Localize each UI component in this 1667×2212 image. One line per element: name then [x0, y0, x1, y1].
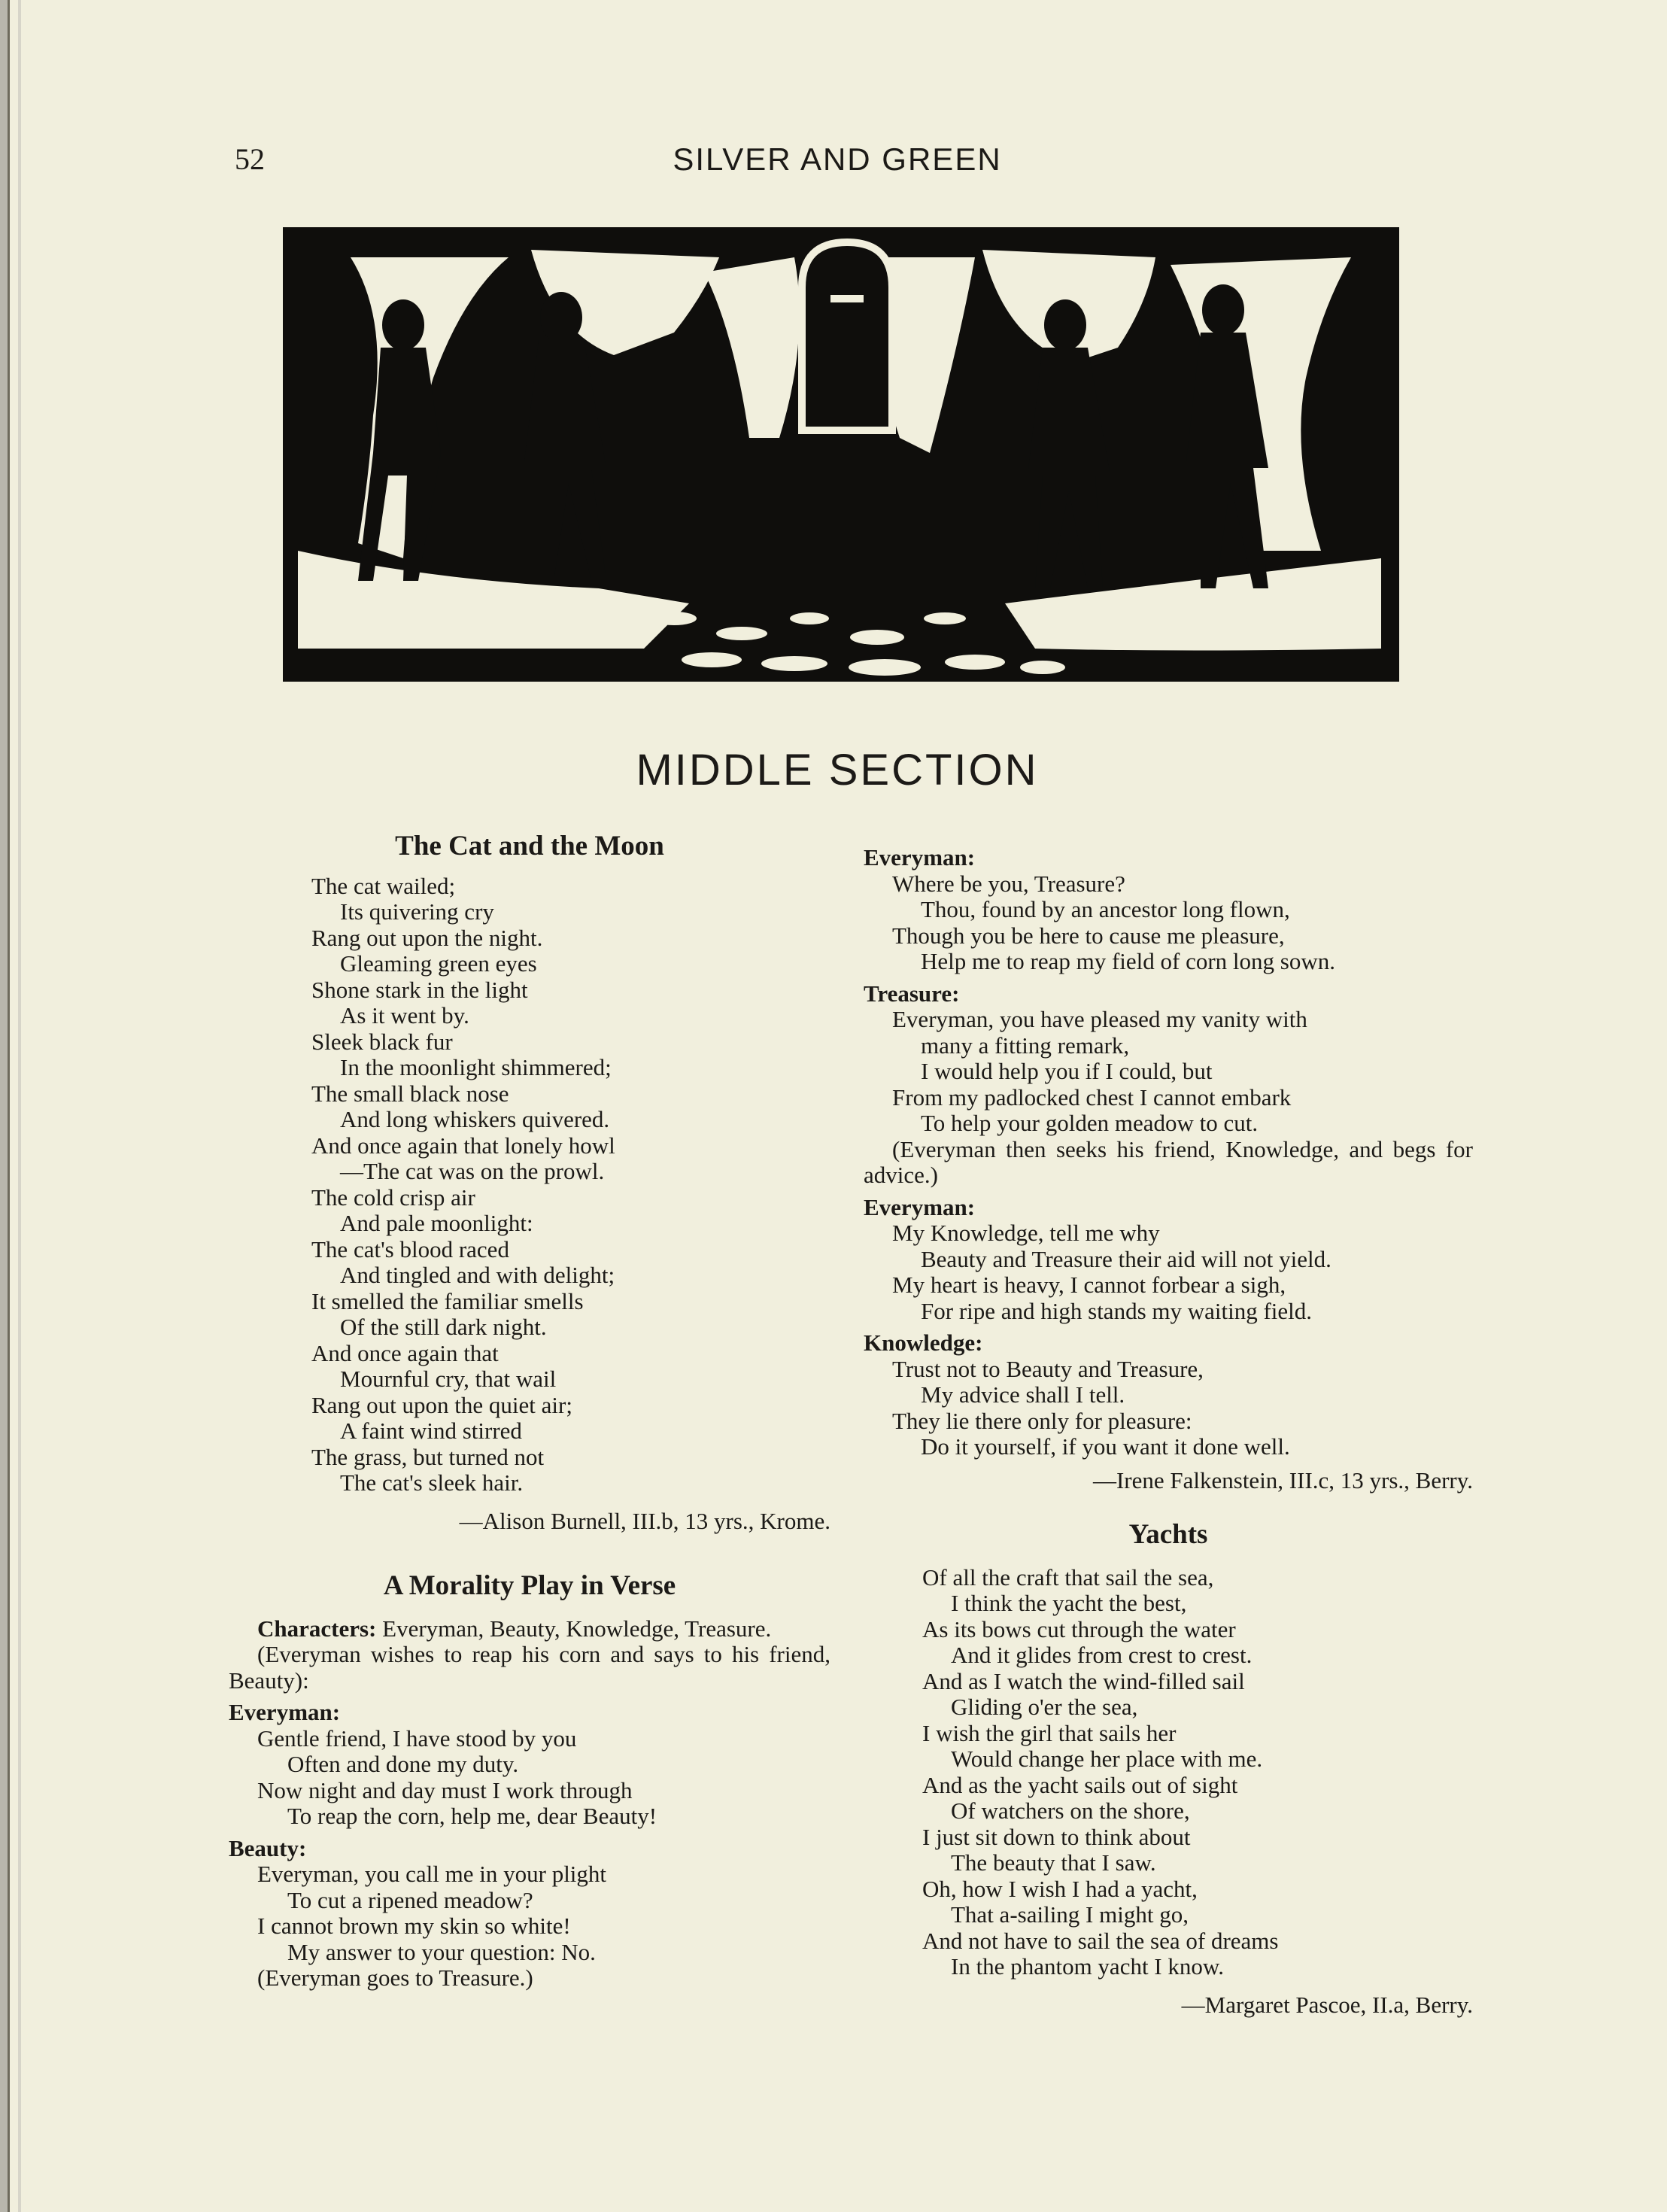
speaker-label: Knowledge: — [864, 1329, 983, 1356]
left-column — [229, 831, 830, 1992]
verse-line: Gliding o'er the sea, — [951, 1694, 1138, 1720]
speaker-label: Treasure: — [864, 980, 960, 1007]
speaker-label: Everyman: — [864, 844, 976, 871]
verse-line: The small black nose — [311, 1080, 509, 1107]
verse-line: Thou, found by an ancestor long flown, — [921, 896, 1290, 922]
section-title: MIDDLE SECTION — [636, 746, 1039, 795]
verse-line: Of watchers on the shore, — [951, 1797, 1190, 1824]
poem-body-yachts — [864, 1565, 1473, 1980]
verse-line: Where be you, Treasure? — [892, 870, 1125, 897]
verse-line: Of all the craft that sail the sea, — [922, 1563, 1214, 1591]
verse-line: Do it yourself, if you want it done well. — [921, 1433, 1290, 1460]
verse-line: It smelled the familiar smells — [311, 1287, 584, 1314]
verse-line: A faint wind stirred — [340, 1417, 522, 1444]
verse-line: Help me to reap my field of corn long sown. — [921, 948, 1335, 974]
verse-line: Often and done my duty. — [287, 1751, 519, 1777]
verse-line: As its bows cut through the water — [922, 1615, 1236, 1642]
verse-line: The beauty that I saw. — [951, 1849, 1156, 1876]
verse-line: To cut a ripened meadow? — [287, 1886, 533, 1913]
verse-line: The grass, but turned not — [311, 1443, 545, 1470]
verse-line: And once again that — [311, 1339, 499, 1366]
speaker-label: Beauty: — [229, 1834, 307, 1861]
verse-line: The cat wailed; — [311, 872, 456, 899]
speaker-label: Everyman: — [864, 1193, 976, 1220]
verse-line: I cannot brown my skin so white! — [257, 1913, 571, 1939]
verse-line: Rang out upon the quiet air; — [311, 1391, 572, 1418]
running-head — [8, 141, 1667, 187]
verse-line: Though you be here to cause me pleasure, — [892, 922, 1285, 949]
play-intro: (Everyman wishes to reap his corn and says to his friend, Beauty): — [229, 1641, 830, 1694]
verse-line: In the moonlight shimmered; — [340, 1054, 612, 1080]
verse-line: Beauty and Treasure their aid will not yield. — [921, 1245, 1331, 1272]
verse-line: To reap the corn, help me, dear Beauty! — [287, 1803, 657, 1829]
verse-line: —The cat was on the prowl. — [340, 1158, 605, 1184]
verse-line: Everyman, you have pleased my vanity with — [892, 1006, 1307, 1032]
verse-line: Rang out upon the night. — [311, 924, 543, 951]
verse-line: Trust not to Beauty and Treasure, — [892, 1355, 1204, 1382]
verse-line: The cat's blood raced — [311, 1235, 509, 1262]
verse-line: Sleek black fur — [311, 1028, 453, 1055]
verse-line: I wish the girl that sails her — [922, 1719, 1177, 1746]
binding-edge — [0, 0, 8, 2212]
right-column — [864, 839, 1473, 2018]
verse-line: The cat's sleek hair. — [340, 1469, 524, 1496]
verse-line: My advice shall I tell. — [921, 1381, 1125, 1408]
page-gutter-shadow — [18, 0, 21, 2212]
verse-line: And pale moonlight: — [340, 1210, 533, 1236]
verse-line: many a fitting remark, — [921, 1032, 1130, 1059]
characters-label: Characters: — [257, 1615, 377, 1642]
verse-line: And once again that lonely howl — [311, 1132, 615, 1159]
verse-line: And as the yacht sails out of sight — [922, 1771, 1238, 1798]
verse-line: From my padlocked chest I cannot embark — [892, 1083, 1292, 1111]
stage-direction: (Everyman then seeks his friend, Knowledge, and begs for advice.) — [864, 1135, 1473, 1188]
verse-line: Gentle friend, I have stood by you — [257, 1724, 577, 1752]
play-characters — [229, 1616, 830, 1642]
poem-title-yachts: Yachts — [1128, 1519, 1208, 1550]
publication-title: SILVER AND GREEN — [673, 141, 1002, 177]
verse-line: And as I watch the wind-filled sail — [922, 1667, 1245, 1694]
silhouette-illustration — [283, 227, 1399, 682]
verse-line: They lie there only for pleasure: — [892, 1407, 1192, 1434]
characters-text: Everyman, Beauty, Knowledge, Treasure. — [382, 1615, 772, 1642]
play-speeches-right — [864, 845, 1473, 1460]
verse-line: I just sit down to think about — [922, 1823, 1191, 1850]
page — [8, 0, 1667, 2212]
attribution-yachts: —Margaret Pascoe, II.a, Berry. — [1181, 1991, 1473, 2018]
poem-title-play: A Morality Play in Verse — [383, 1570, 676, 1601]
verse-line: Gleaming green eyes — [340, 950, 537, 977]
verse-line: I would help you if I could, but — [921, 1058, 1213, 1084]
verse-line: My Knowledge, tell me why — [892, 1220, 1160, 1246]
speaker-label: Everyman: — [229, 1699, 341, 1725]
poem-body-cat — [229, 874, 830, 1496]
verse-line: That a-sailing I might go, — [951, 1901, 1189, 1928]
verse-line: And not have to sail the sea of dreams — [922, 1927, 1279, 1954]
verse-line: For ripe and high stands my waiting field. — [921, 1297, 1313, 1324]
verse-line: As it went by. — [340, 1002, 469, 1029]
attribution-play: —Irene Falkenstein, III.c, 13 yrs., Berry. — [1092, 1466, 1473, 1493]
verse-line: And tingled and with delight; — [340, 1262, 615, 1288]
verse-line: Mournful cry, that wail — [340, 1366, 557, 1392]
page-number: 52 — [235, 142, 265, 176]
verse-line: My answer to your question: No. — [287, 1938, 596, 1965]
verse-line: Its quivering cry — [340, 898, 494, 925]
verse-line: The cold crisp air — [311, 1183, 475, 1211]
verse-line: Oh, how I wish I had a yacht, — [922, 1875, 1198, 1902]
verse-line: Would change her place with me. — [951, 1746, 1263, 1772]
verse-line: And it glides from crest to crest. — [951, 1642, 1253, 1668]
verse-line: Now night and day must I work through — [257, 1776, 633, 1803]
verse-line: And long whiskers quivered. — [340, 1106, 610, 1132]
verse-line: (Everyman goes to Treasure.) — [257, 1964, 533, 1991]
attribution-cat: —Alison Burnell, III.b, 13 yrs., Krome. — [459, 1507, 830, 1534]
verse-line: To help your golden meadow to cut. — [921, 1110, 1259, 1136]
verse-line: Of the still dark night. — [340, 1314, 547, 1340]
verse-line: Everyman, you call me in your plight — [257, 1861, 607, 1887]
verse-line: Shone stark in the light — [311, 976, 528, 1003]
verse-line: I think the yacht the best, — [951, 1590, 1187, 1616]
poem-title-cat: The Cat and the Moon — [395, 831, 664, 861]
play-speeches-left — [229, 1700, 830, 1992]
verse-line: In the phantom yacht I know. — [951, 1953, 1225, 1980]
verse-line: My heart is heavy, I cannot forbear a sigh, — [892, 1272, 1286, 1298]
